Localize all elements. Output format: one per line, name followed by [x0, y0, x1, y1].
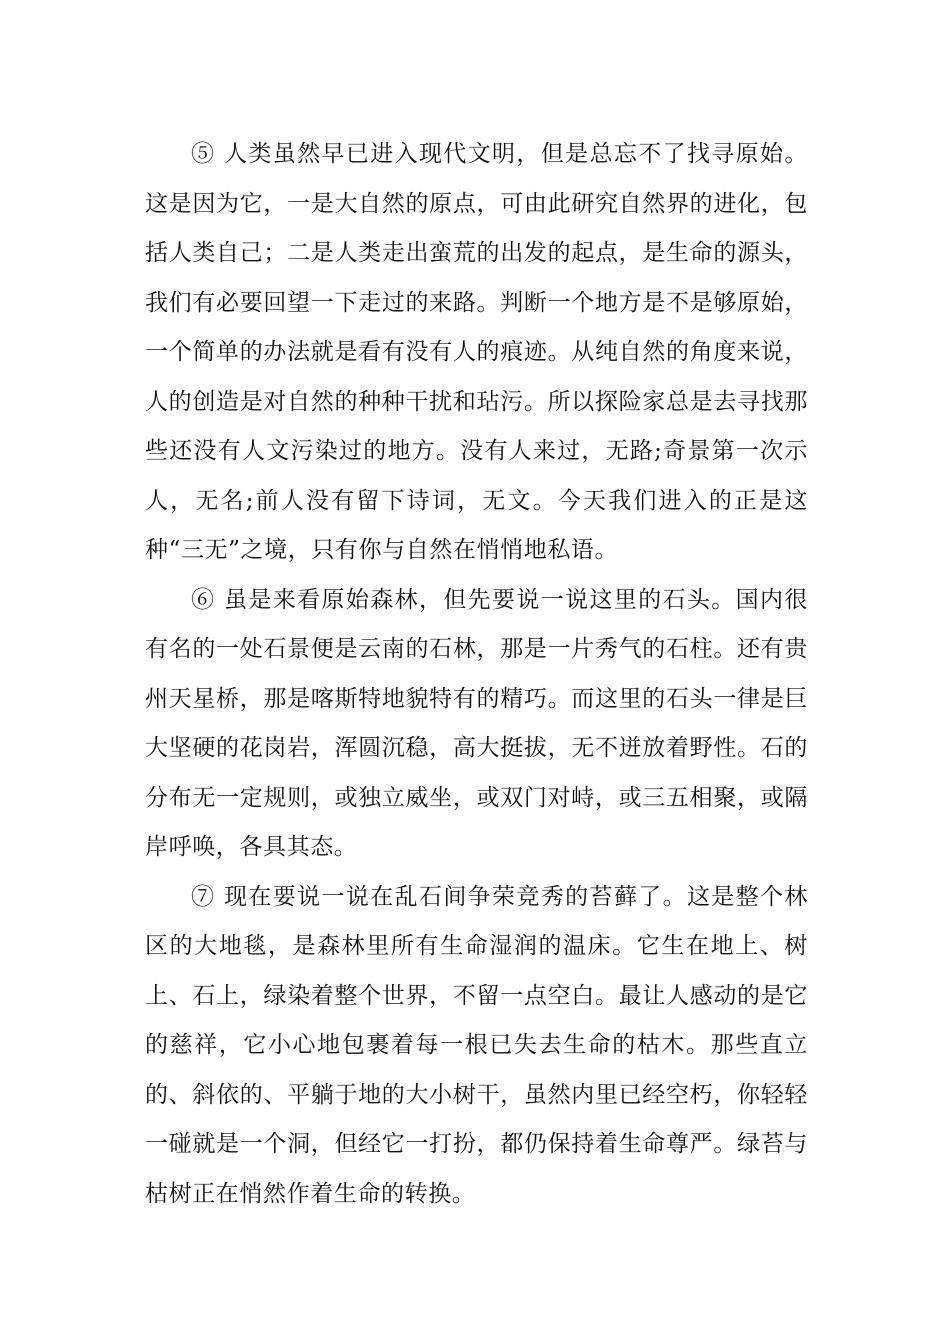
- document-body: [145, 130, 808, 1219]
- paragraph-6: [145, 576, 808, 873]
- paragraph-7: [145, 873, 808, 1220]
- paragraph-text: 人类虽然早已进入现代文明，但是总忘不了找寻原始。这是因为它，一是大自然的原点，可由此研究自然界的进化，包括人类自己；二是人类走出蛮荒的出发的起点，是生命的源头，我们有必要回望一下走过的来路。判断一个地方是不是够原始，一个简单的办法就是看有没有人的痕迹。从纯自然的角度来说，人的创造是对自然的种种干扰和玷污。所以探险家总是去寻找那些还没有人文污染过的地方。没有人来过，无路;奇景第一次示人，无名;前人没有留下诗词，无文。今天我们进入的正是这种“三无”之境，只有你与自然在悄悄地私语。: [145, 141, 808, 563]
- paragraph-text: 现在要说一说在乱石间争荣竞秀的苔藓了。这是整个林区的大地毯，是森林里所有生命湿润的温床。它生在地上、树上、石上，绿染着整个世界，不留一点空白。最让人感动的是它的慈祥，它小心地包裹着每一根已失去生命的枯木。那些直立的、斜依的、平躺于地的大小树干，虽然内里已经空朽，你轻轻一碰就是一个洞，但经它一打扮，都仍保持着生命尊严。绿苔与枯树正在悄然作着生命的转换。: [145, 883, 808, 1207]
- paragraph-marker: ⑦: [191, 883, 216, 910]
- paragraph-marker: ⑥: [191, 586, 216, 613]
- paragraph-5: [145, 130, 808, 576]
- paragraph-text: 虽是来看原始森林，但先要说一说这里的石头。国内很有名的一处石景便是云南的石林，那是一片秀气的石柱。还有贵州天星桥，那是喀斯特地貌特有的精巧。而这里的石头一律是巨大坚硬的花岗岩，浑圆沉稳，高大挺拔，无不迸放着野性。石的分布无一定规则，或独立威坐，或双门对峙，或三五相聚，或隔岸呼唤，各具其态。: [145, 586, 808, 860]
- paragraph-marker: ⑤: [191, 141, 216, 167]
